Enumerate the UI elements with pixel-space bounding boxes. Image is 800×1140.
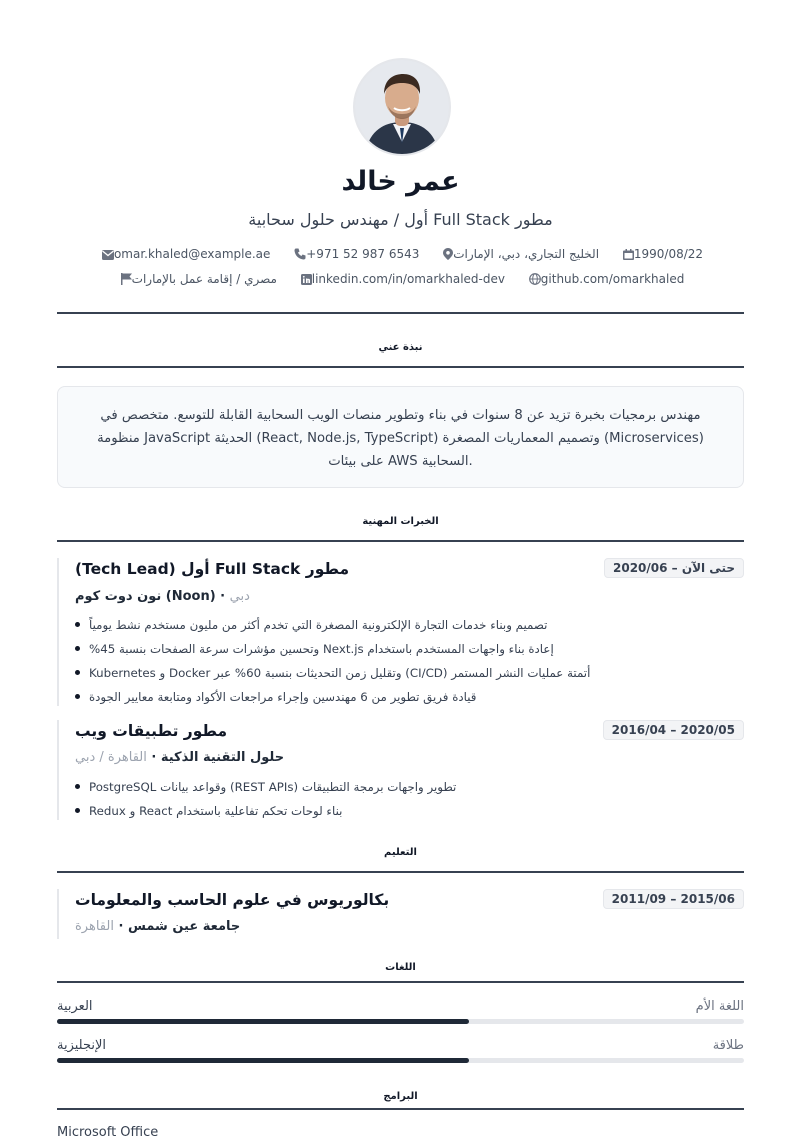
experience-entry [57,720,744,820]
location-pin-icon [443,248,453,263]
job-bullet: Redux و React بناء لوحات تحكم تفاعلية باستخدام [75,803,735,827]
phone-item[interactable] [290,247,419,263]
job-role: مطور تطبيقات ويب [75,722,228,740]
job-bullets [75,779,735,827]
residency-item [117,272,277,288]
summary-title-divider [57,366,744,368]
calendar-icon [623,249,634,263]
phone-text: +971 52 987 6543 [306,247,420,261]
company-location: دبي [229,589,250,604]
language-level-fill [57,1058,469,1063]
languages-section-title: اللغات [385,962,416,973]
summary-text [80,404,721,473]
language-name: العربية [57,999,93,1014]
company-name: نون دوت كوم (Noon) [75,589,216,604]
job-company: حلول التقنية الذكية · القاهرة / دبي [75,750,285,765]
flag-icon [121,273,132,288]
summary-section-title: نبذة عني [378,342,423,353]
job-bullet: Kubernetes و Docker وتقليل زمن التحديثات بنسبة 60% عبر (CI/CD) أتمتة عمليات النشر المستمر [75,665,735,689]
github-item[interactable] [525,272,685,288]
education-entry [57,889,744,939]
job-date-badge: حتى الآن – 2020/06 [604,558,744,578]
job-bullets [75,617,735,713]
birthdate-text: 1990/08/22 [633,247,704,261]
timeline-bar [57,889,59,939]
job-date-badge: 2016/04 – 2020/05 [603,720,744,740]
residency-text: مصري / إقامة عمل بالإمارات [131,272,277,286]
language-name: الإنجليزية [57,1038,107,1053]
envelope-icon [102,249,114,263]
job-role: (Tech Lead) أول Full Stack مطور [75,560,350,578]
job-title: أول / مهندس حلول سحابية Full Stack مطور [248,210,553,229]
address-item [439,247,599,263]
birthdate-item [619,247,703,263]
summary-box [57,386,744,488]
email-text: omar.khaled@example.ae [113,247,271,261]
job-bullet: PostgreSQL وقواعد بيانات (REST APIs) تطوير واجهات برمجة التطبيقات [75,779,735,803]
education-section-title: التعليم [384,847,417,858]
job-company: نون دوت كوم (Noon) · دبي [75,589,250,604]
phone-icon [294,248,306,263]
globe-icon [529,273,541,288]
summary-line-2: (Microservices) وتصميم المعماريات المصغرة (React, Node.js, TypeScript) الحديثة JavaScript منظومة [97,431,704,446]
education-date-badge: 2011/09 – 2015/06 [603,889,744,909]
company-name: حلول التقنية الذكية [160,750,285,765]
timeline-bar [57,558,59,706]
language-level-label: طلاقة [712,1038,744,1053]
job-bullet: تصميم وبناء خدمات التجارة الإلكترونية المصغرة التي تخدم أكثر من مليون مستخدم نشط يومياً [75,617,735,641]
language-level-label: اللغة الأم [695,999,744,1014]
contact-row-1 [57,247,744,263]
school: جامعة عين شمس · القاهرة [75,919,241,934]
linkedin-icon [301,274,312,288]
experience-section-title: الخبرات المهنية [362,516,439,527]
address-text: الخليج التجاري، دبي، الإمارات [453,247,600,261]
degree-title: بكالوريوس في علوم الحاسب والمعلومات [75,891,390,909]
software-item: Microsoft Office [57,1125,159,1140]
linkedin-item[interactable] [297,272,505,288]
timeline-bar [57,720,59,820]
education-title-divider [57,871,744,873]
software-title-divider [57,1108,744,1110]
contact-row-2 [57,272,744,288]
school-name: جامعة عين شمس [127,919,241,934]
profile-photo [353,58,451,156]
experience-title-divider [57,540,744,542]
company-location: القاهرة / دبي [75,750,147,765]
github-text: github.com/omarkhaled [540,272,685,286]
job-bullet: قيادة فريق تطوير من 6 مهندسين وإجراء مراجعات الأكواد ومتابعة معايير الجودة [75,689,735,713]
summary-line-1: مهندس برمجيات بخبرة تزيد عن 8 سنوات في بناء وتطوير منصات الويب السحابية القابلة للتوسع. متخصص في [100,408,701,423]
job-bullet: %وتحسين مؤشرات سرعة الصفحات بنسبة 45 Next.js إعادة بناء واجهات المستخدم باستخدام [75,641,735,665]
linkedin-text: linkedin.com/in/omarkhaled-dev [311,272,505,286]
language-level-fill [57,1019,469,1024]
software-section-title: البرامج [383,1091,418,1102]
email-item[interactable] [98,247,270,263]
school-location: القاهرة [75,919,114,934]
experience-entry [57,558,744,706]
header-divider [57,312,744,314]
languages-title-divider [57,981,744,983]
full-name: عمر خالد [341,166,460,197]
summary-line-3: .السحابية AWS على بيئات [328,454,473,469]
